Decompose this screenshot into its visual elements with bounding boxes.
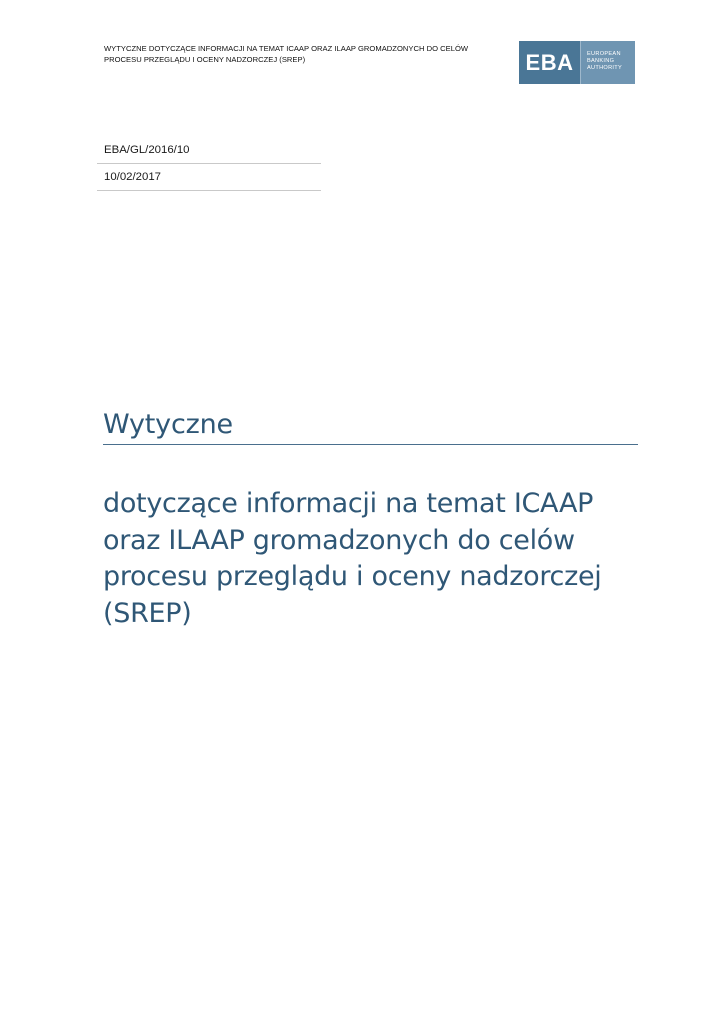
reference-code: EBA/GL/2016/10 bbox=[97, 137, 321, 164]
reference-block bbox=[97, 137, 321, 191]
document-title-line-1: dotyczące informacji na temat ICAAP bbox=[103, 488, 594, 519]
eba-logo bbox=[519, 41, 635, 84]
eba-logo-text-line-1: EUROPEAN bbox=[587, 51, 621, 57]
document-title bbox=[103, 486, 663, 632]
document-type-heading: Wytyczne bbox=[103, 408, 638, 445]
running-header-line-1: WYTYCZNE DOTYCZĄCE INFORMACJI NA TEMAT ICAAP ORAZ ILAAP GROMADZONYCH DO CELÓW bbox=[104, 44, 469, 53]
running-header bbox=[104, 43, 504, 65]
reference-date: 10/02/2017 bbox=[97, 164, 321, 191]
eba-logo-text-line-3: AUTHORITY bbox=[587, 65, 623, 72]
running-header-line-2: PROCESU PRZEGLĄDU I OCENY NADZORCZEJ (SREP) bbox=[104, 55, 306, 64]
document-title-line-2: oraz ILAAP gromadzonych do celów bbox=[103, 524, 575, 556]
eba-logo-mark: EBA bbox=[519, 41, 581, 84]
document-title-line-3: procesu przeglądu i oceny nadzorczej bbox=[103, 561, 602, 592]
eba-logo-text-line-2: BANKING bbox=[587, 58, 615, 65]
eba-logo-text bbox=[581, 41, 635, 84]
document-title-line-4: (SREP) bbox=[103, 597, 192, 629]
